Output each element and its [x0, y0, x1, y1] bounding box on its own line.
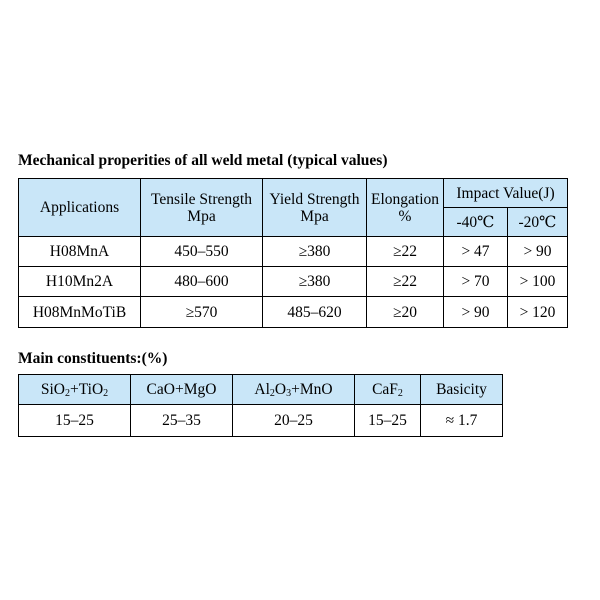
header-al2o3-mno	[233, 375, 355, 405]
cell-elongation: ≥22	[367, 267, 444, 297]
cell-tensile: ≥570	[141, 297, 263, 328]
tio2-text: +TiO	[69, 381, 104, 398]
cell-elongation: ≥22	[367, 237, 444, 267]
header-tensile-unit: Mpa	[187, 207, 216, 225]
sio2-subscript: 2	[64, 388, 70, 399]
basicity-text: Basicity	[436, 381, 487, 398]
al-subscript: 2	[269, 388, 275, 399]
cell-yield: ≥380	[263, 237, 367, 267]
table-row	[19, 405, 503, 437]
header-tensile-label: Tensile Strength	[151, 190, 252, 208]
header-elongation	[367, 179, 444, 237]
header-impact-minus40	[444, 208, 508, 237]
cell-cao-mgo: 25–35	[131, 405, 233, 437]
cell-impact-minus40: > 70	[444, 267, 508, 297]
cao-mgo-text: CaO+MgO	[146, 381, 217, 398]
mno-text: +MnO	[291, 381, 333, 398]
header-yield-strength	[263, 179, 367, 237]
cell-al2o3-mno: 20–25	[233, 405, 355, 437]
header-impact-label: Impact Value(J)	[456, 184, 555, 202]
cell-basicity: ≈ 1.7	[421, 405, 503, 437]
cell-tensile: 480–600	[141, 267, 263, 297]
cell-impact-minus20: > 90	[508, 237, 568, 267]
mechanical-properties-table	[18, 178, 568, 328]
cell-impact-minus40: > 90	[444, 297, 508, 328]
header-applications	[19, 179, 141, 237]
o-subscript: 3	[286, 388, 292, 399]
sio2-text: SiO	[40, 381, 65, 398]
cell-sio2-tio2: 15–25	[19, 405, 131, 437]
header-elongation-unit: %	[398, 207, 412, 225]
cell-application: H08MnA	[19, 237, 141, 267]
caf-subscript: 2	[397, 388, 403, 399]
header-impact-minus20	[508, 208, 568, 237]
table-row	[19, 267, 568, 297]
header-impact-minus40-label: -40℃	[456, 213, 495, 231]
main-constituents-table	[18, 374, 503, 437]
caf-text: CaF	[372, 381, 398, 398]
cell-tensile: 450–550	[141, 237, 263, 267]
header-elongation-label: Elongation	[370, 190, 440, 208]
header-applications-label: Applications	[39, 199, 120, 216]
cell-application: H08MnMoTiB	[19, 297, 141, 328]
header-yield-label: Yield Strength	[269, 190, 360, 208]
al-text: Al	[254, 381, 270, 398]
cell-impact-minus20: > 120	[508, 297, 568, 328]
cell-impact-minus40: > 47	[444, 237, 508, 267]
cell-yield: ≥380	[263, 267, 367, 297]
table-row	[19, 297, 568, 328]
header-tensile-strength	[141, 179, 263, 237]
header-impact-minus20-label: -20℃	[518, 213, 557, 231]
cell-elongation: ≥20	[367, 297, 444, 328]
cell-impact-minus20: > 100	[508, 267, 568, 297]
tio2-subscript: 2	[103, 388, 109, 399]
cell-application: H10Mn2A	[19, 267, 141, 297]
header-basicity	[421, 375, 503, 405]
main-constituents-title: Main constituents:(%)	[18, 350, 168, 367]
header-impact-value	[444, 179, 568, 208]
mechanical-properties-title: Mechanical properities of all weld metal (typical values)	[18, 152, 388, 169]
o-text: O	[274, 381, 287, 398]
header-cao-mgo	[131, 375, 233, 405]
table-row	[19, 237, 568, 267]
header-caf2	[355, 375, 421, 405]
header-sio2-tio2	[19, 375, 131, 405]
cell-yield: 485–620	[263, 297, 367, 328]
header-yield-unit: Mpa	[300, 207, 329, 225]
cell-caf2: 15–25	[355, 405, 421, 437]
